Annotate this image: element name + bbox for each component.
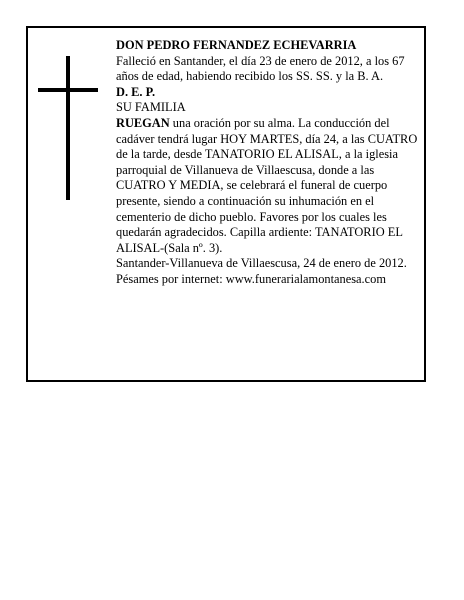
notice-text <box>116 38 418 288</box>
death-info: Falleció en Santander, el día 23 de enero de 2012, a los 67 años de edad, habiendo recibido los SS. SS. y la B. A. <box>116 53 405 84</box>
obituary-notice <box>26 26 426 382</box>
deceased-name: DON PEDRO FERNANDEZ ECHEVARRIA <box>116 38 357 52</box>
request-paragraph <box>116 116 418 256</box>
request-text: una oración por su alma. La conducción del cadáver tendrá lugar HOY MARTES, día 24, a las CUATRO de la tarde, desde TANATORIO EL ALISAL, a la iglesia parroquial de Villanueva de Villaescusa, donde a las CUATRO Y MEDIA, se celebrará el funeral de cuerpo presente, siendo a continuación su inhumación en el cementerio de dicho pueblo. Favores por los cuales les quedarán agradecidos. Capilla ardiente: TANATORIO EL ALISAL-(Sala nº. 3). <box>116 115 418 255</box>
dep-line: D. E. P. <box>116 84 156 99</box>
cross-vertical-bar <box>66 56 70 200</box>
request-verb: RUEGAN <box>116 115 170 130</box>
condolences-line: Pésames por internet: www.funerarialamontanesa.com <box>116 271 386 286</box>
family-line: SU FAMILIA <box>116 100 186 115</box>
cross-horizontal-bar <box>38 88 98 92</box>
latin-cross-icon <box>38 56 98 200</box>
place-date: Santander-Villanueva de Villaescusa, 24 de enero de 2012. <box>116 256 407 271</box>
